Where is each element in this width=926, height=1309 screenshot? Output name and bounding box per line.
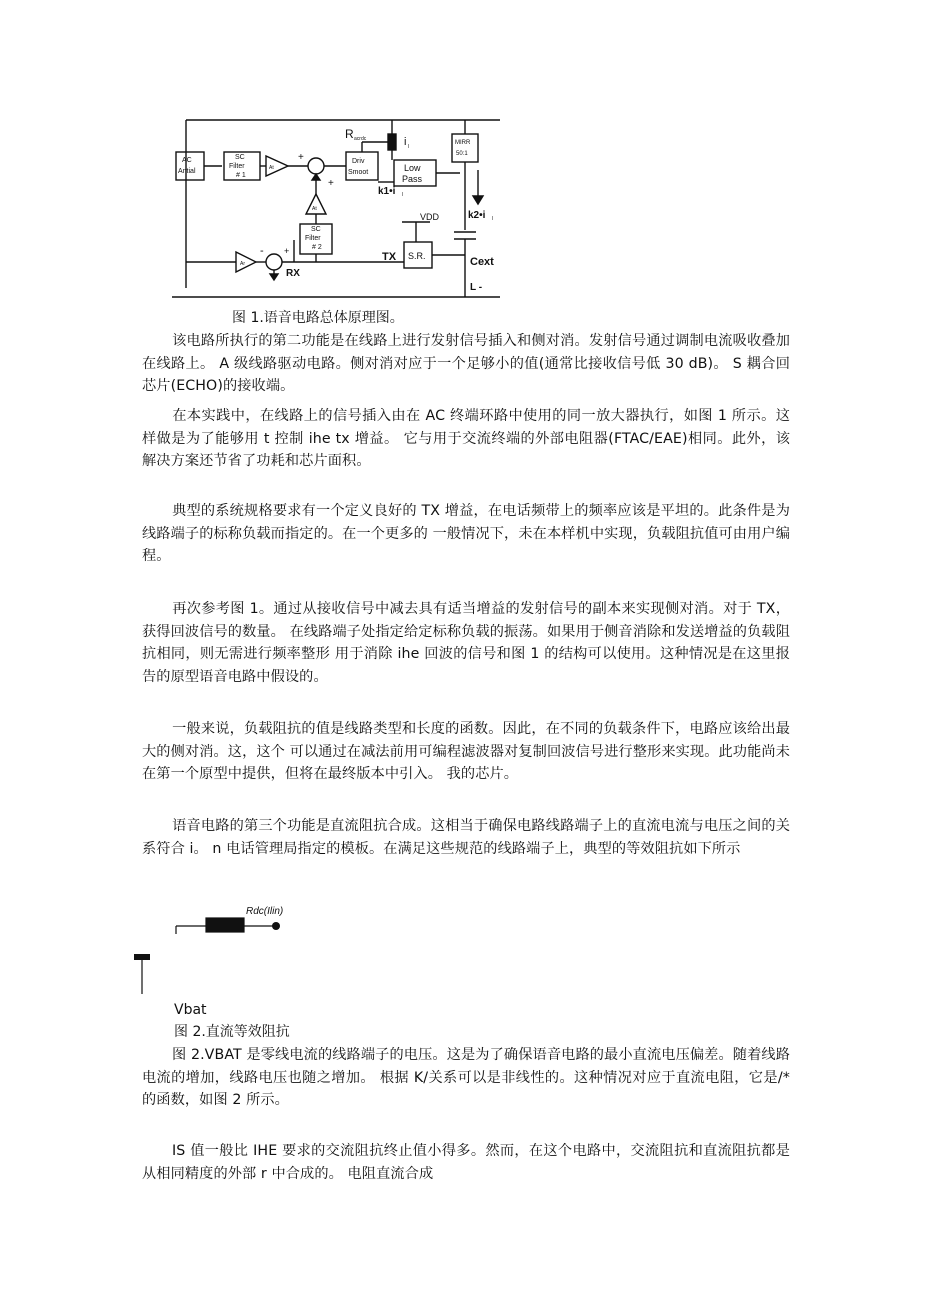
paragraph-2: 在本实践中，在线路上的信号插入由在 AC 终端环路中使用的同一放大器执行，如图 1 所示。这样做是为了能够用 t 控制 ihe tx 增益。 它与用于交流终端的外部电阻器(FTAC/EAE)相同。此外，该解决方案还节省了功耗和芯片面积。 [142,408,790,469]
sc1-label: SC [235,154,245,161]
sr-label: S.R. [408,251,426,261]
tx-label: TX [382,251,397,263]
il-sub-label: l [408,144,410,150]
antial-label: Antial [178,168,196,175]
minus-label: - [260,245,264,257]
vbat-label: Vbat [174,1002,207,1018]
ar-label: Ar [240,261,245,267]
figure-2-caption: 图 2.直流等效阻抗 [174,1024,290,1040]
mirr-ratio-label: 50:1 [456,151,468,157]
paragraph-6: 语音电路的第三个功能是直流阻抗合成。这相当于确保电路线路端子上的直流电流与电压之间的关系符合 i。 n 电话管理局指定的模板。在满足这些规范的线路端子上，典型的等效阻抗如下所示 [142,818,790,857]
terminal-dot [272,922,280,930]
sc2-label: SC [311,226,321,233]
sc1-num-label: # 1 [236,172,246,179]
paragraph-3: 典型的系统规格要求有一个定义良好的 TX 增益，在电话频带上的频率应该是平坦的。此条件是为线路端子的标称负载而指定的。在一个更多的 一般情况下，未在本样机中实现，负载阻抗值可由用户编程。 [142,503,790,564]
at1-label: At [269,165,274,171]
l-minus-label: L - [470,282,483,293]
sc1-filter-label: Filter [229,163,245,170]
low-label: Low [404,163,421,173]
pass-label: Pass [402,174,423,184]
at2-label: At [312,206,317,212]
paragraph-8: IS 值一般比 IHE 要求的交流阻抗终止值小得多。然而，在这个电路中，交流阻抗和直流阻抗都是从相同精度的外部 r 中合成的。 电阻直流合成 [142,1143,790,1182]
figure-1-schematic [170,112,510,302]
k1il-sub-label: l [402,192,404,198]
il-label: i [404,136,407,148]
rdc-label: Rdc(Ilin) [246,906,284,917]
plus3-label: + [284,246,290,256]
rx-label: RX [286,268,300,279]
k1il-label: k1•i [378,186,396,197]
figure-2-schematic [128,900,328,1000]
battery-symbol [134,954,150,960]
cext-label: Cext [470,256,494,268]
driv-label: Driv [352,158,365,165]
mirr-label: MIRR [455,140,471,146]
paragraph-1: 该电路所执行的第二功能是在线路上进行发射信号插入和侧对消。发射信号通过调制电流吸收叠加在线路上。 A 级线路驱动电路。侧对消对应于一个足够小的值(通常比接收信号低 30 dB)。 S 耦合回芯片(ECHO)的接收端。 [142,333,790,394]
paragraph-7: 图 2.VBAT 是零线电流的线路端子的电压。这是为了确保语音电路的最小直流电压偏差。随着线路电流的增加，线路电压也随之增加。 根据 K/关系可以是非线性的。这种情况对应于直流电阻，它是/*的函数，如图 2 所示。 [142,1047,790,1108]
k2il-sub-label: l [492,216,494,222]
smoot-label: Smoot [348,169,369,176]
racrdc-sub-label: acrdc [354,136,367,142]
k2il-label: k2•i [468,210,486,221]
ac-label: AC [182,157,192,164]
figure-1-caption: 图 1.语音电路总体原理图。 [232,310,404,326]
paragraph-4: 再次参考图 1。通过从接收信号中减去具有适当增益的发射信号的副本来实现侧对消。对于 TX，获得回波信号的数量。 在线路端子处指定给定标称负载的振荡。如果用于侧音消除和发送增益的负载阻抗相同，则无需进行频率整形 用于消除 ihe 回波的信号和图 1 的结构可以使用。这种情况是在这里报告的原型语音电路中假设的。 [142,601,790,685]
paragraph-5: 一般来说，负载阻抗的值是线路类型和长度的函数。因此，在不同的负载条件下，电路应该给出最大的侧对消。这，这个 可以通过在减法前用可编程滤波器对复制回波信号进行整形来实现。此功能尚未在第一个原型中提供，但将在最终版本中引入。 我的芯片。 [142,721,790,782]
plus2-label: + [328,178,334,189]
vdd-label: VDD [420,212,440,222]
racrdc-label: R [345,127,354,141]
sc2-filter-label: Filter [305,235,321,242]
sc2-num-label: # 2 [312,244,322,251]
plus1-label: + [298,152,304,163]
